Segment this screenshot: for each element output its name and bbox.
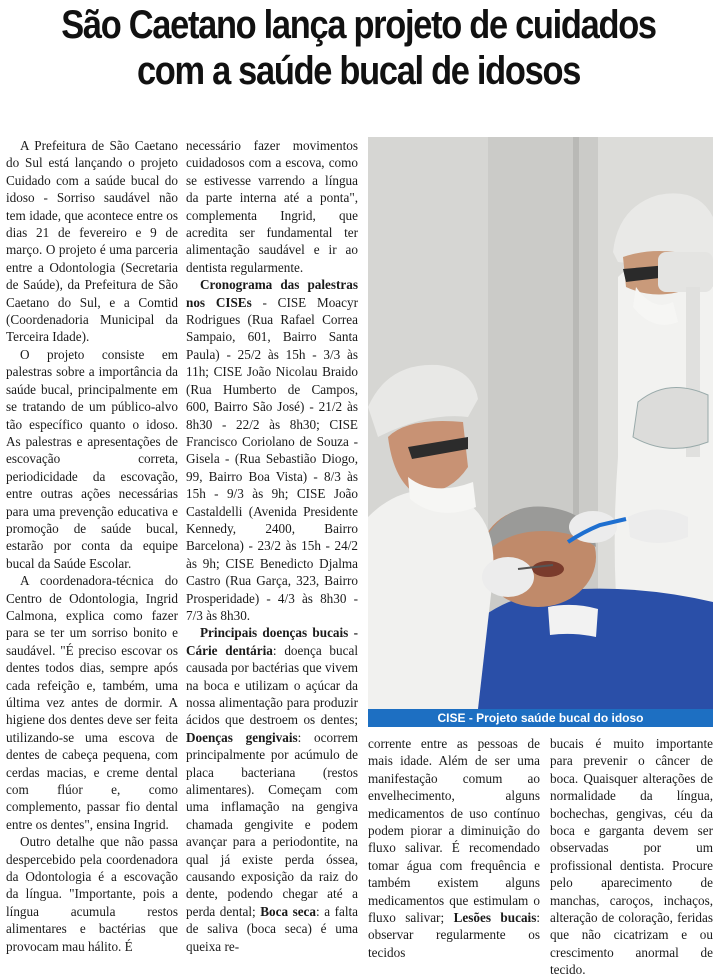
gum-diseases-heading: Doenças gengivais [186, 729, 298, 745]
headline-line-1: São Caetano lança projeto de cuidados [61, 3, 656, 47]
article-column-3 [368, 735, 540, 961]
article-column-1 [6, 137, 178, 955]
schedule-text: - CISE Moacyr Rodrigues (Rua Rafael Correa Sampaio, 601, Bairro Santa Paula) - 25/2 às 15h - 3/3 às 11h; CISE João Nicolau Braido (Rua Humberto de Campos, 600, Bairro São José) - 21/2 às 8h30 - 22/2 às 8h30; CISE Francisco Coriolano de Souza - Gisela - (Rua Sebastião Diogo, 99, Bairro Boa Vista) - 8/3 às 15h - 9/3 às 9h; CISE João Castaldelli (Avenida Presidente Kennedy, 2400, Bairro Barcelona) - 23/2 às 15h - 24/2 às 9h; CISE Benedicto Djalma Castro (Rua Garça, 323, Bairro Prosperidade) - 4/3 às 8h30 - 7/3 às 8h30. [186, 294, 359, 623]
diseases-paragraph [186, 624, 358, 955]
dry-mouth-heading: Boca seca [260, 903, 317, 919]
article-column-2 [186, 137, 358, 955]
paragraph: O projeto consiste em palestras sobre a importância da saúde bucal, principalmente em se tratando de um público-alvo tão específico quanto o idoso. As palestras e apresentações de escovação correta, periodicidade da escovação, entre outras ações necessárias para uma prevenção educativa e promoção de saúde bucal, estarão por conta da equipe bucal da Saúde Escolar. [6, 346, 178, 571]
paragraph: necessário fazer movimentos cuidadosos com a escova, como se estivesse varrendo a língua da parte interna até a ponta", complementa Ingrid, que acredita ser fundamental ter alimentação saudável e ir ao dentista regularmente. [186, 138, 358, 275]
dental-exam-illustration [368, 137, 713, 709]
diseases-heading: Principais doenças bucais - Cárie dentária [186, 625, 358, 658]
article-column-4 [550, 735, 713, 979]
headline-line-2: com a saúde bucal de idosos [136, 49, 581, 93]
paragraph: A coordenadora-técnica do Centro de Odontologia, Ingrid Calmona, explica como fazer para se ter um sorriso bonito e saudável. "É preciso escovar os dentes todos dias, sempre após cada refeição e, também, uma última vez antes de dormir. A higiene dos dentes deve ser feita utilizando-se uma escova de dentes de cabeça pequena, com cerdas macias, e creme dental com flúor e, como complemento, passar fio dental entre os dentes", ensina Ingrid. [6, 573, 178, 832]
schedule-paragraph [186, 276, 358, 624]
photo-caption: CISE - Projeto saúde bucal do idoso [368, 709, 713, 727]
dry-mouth-text: : a falta de saliva (boca seca) é uma queixa re- [186, 903, 358, 954]
paragraph: bucais é muito importante para prevenir o câncer de boca. Quaisquer alterações de normalidade da língua, bochechas, gengivas, céu da boca e garganta devem ser observadas por um profissional dentista. Procure pelo aparecimento de manchas, caroços, inchaços, alteração de coloração, feridas que não cicatrizam e ou crescimento anormal de tecido. [550, 736, 713, 978]
schedule-heading: Cronograma das palestras nos CISEs [186, 277, 358, 310]
oral-lesions-heading: Lesões bucais [453, 910, 537, 926]
headline [50, 2, 667, 94]
paragraph [368, 735, 540, 961]
paragraph: Outro detalhe que não passa despercebido pela coordenadora da Odontologia é a escovação da língua. "Importante, pois a língua acumula restos alimentares e bactérias que provocam mau hálito. É [6, 834, 178, 954]
caries-text: : doença bucal causada por bactérias que vivem na boca e utilizam o açúcar da nossa alimentação para produzir ácidos que destroem os dentes; [186, 642, 358, 728]
paragraph: A Prefeitura de São Caetano do Sul está lançando o projeto Cuidado com a saúde bucal do idoso - Sorriso saudável não tem idade, que acontece entre os dias 21 de fevereiro e 9 de março. O projeto é uma parceria entre a Odontologia (Secretaria de Saúde), da Prefeitura de São Caetano do Sul, e a Comtid (Coordenadoria Municipal da Terceira Idade). [6, 138, 178, 345]
dry-mouth-continued-text: corrente entre as pessoas de mais idade. Além de ser uma manifestação comum ao envelhecimento, alguns medicamentos de uso contínuo podem piorar a diminuição do fluxo salivar. É recomendado tomar água com frequência e também existem alguns medicamentos que estimulam o fluxo salivar; [368, 736, 540, 926]
article-photo [368, 137, 713, 709]
gum-diseases-text: : ocorrem principalmente por acúmulo de placa bacteriana (restos alimentares). Começam com uma inflamação na gengiva chamada gengivite e podem avançar para a periodontite, na qual já existe perda óssea, causando exposição da raiz do dente, podendo chegar até a perda dental; [186, 729, 358, 919]
oral-lesions-text: : observar regularmente os tecidos [368, 910, 541, 960]
